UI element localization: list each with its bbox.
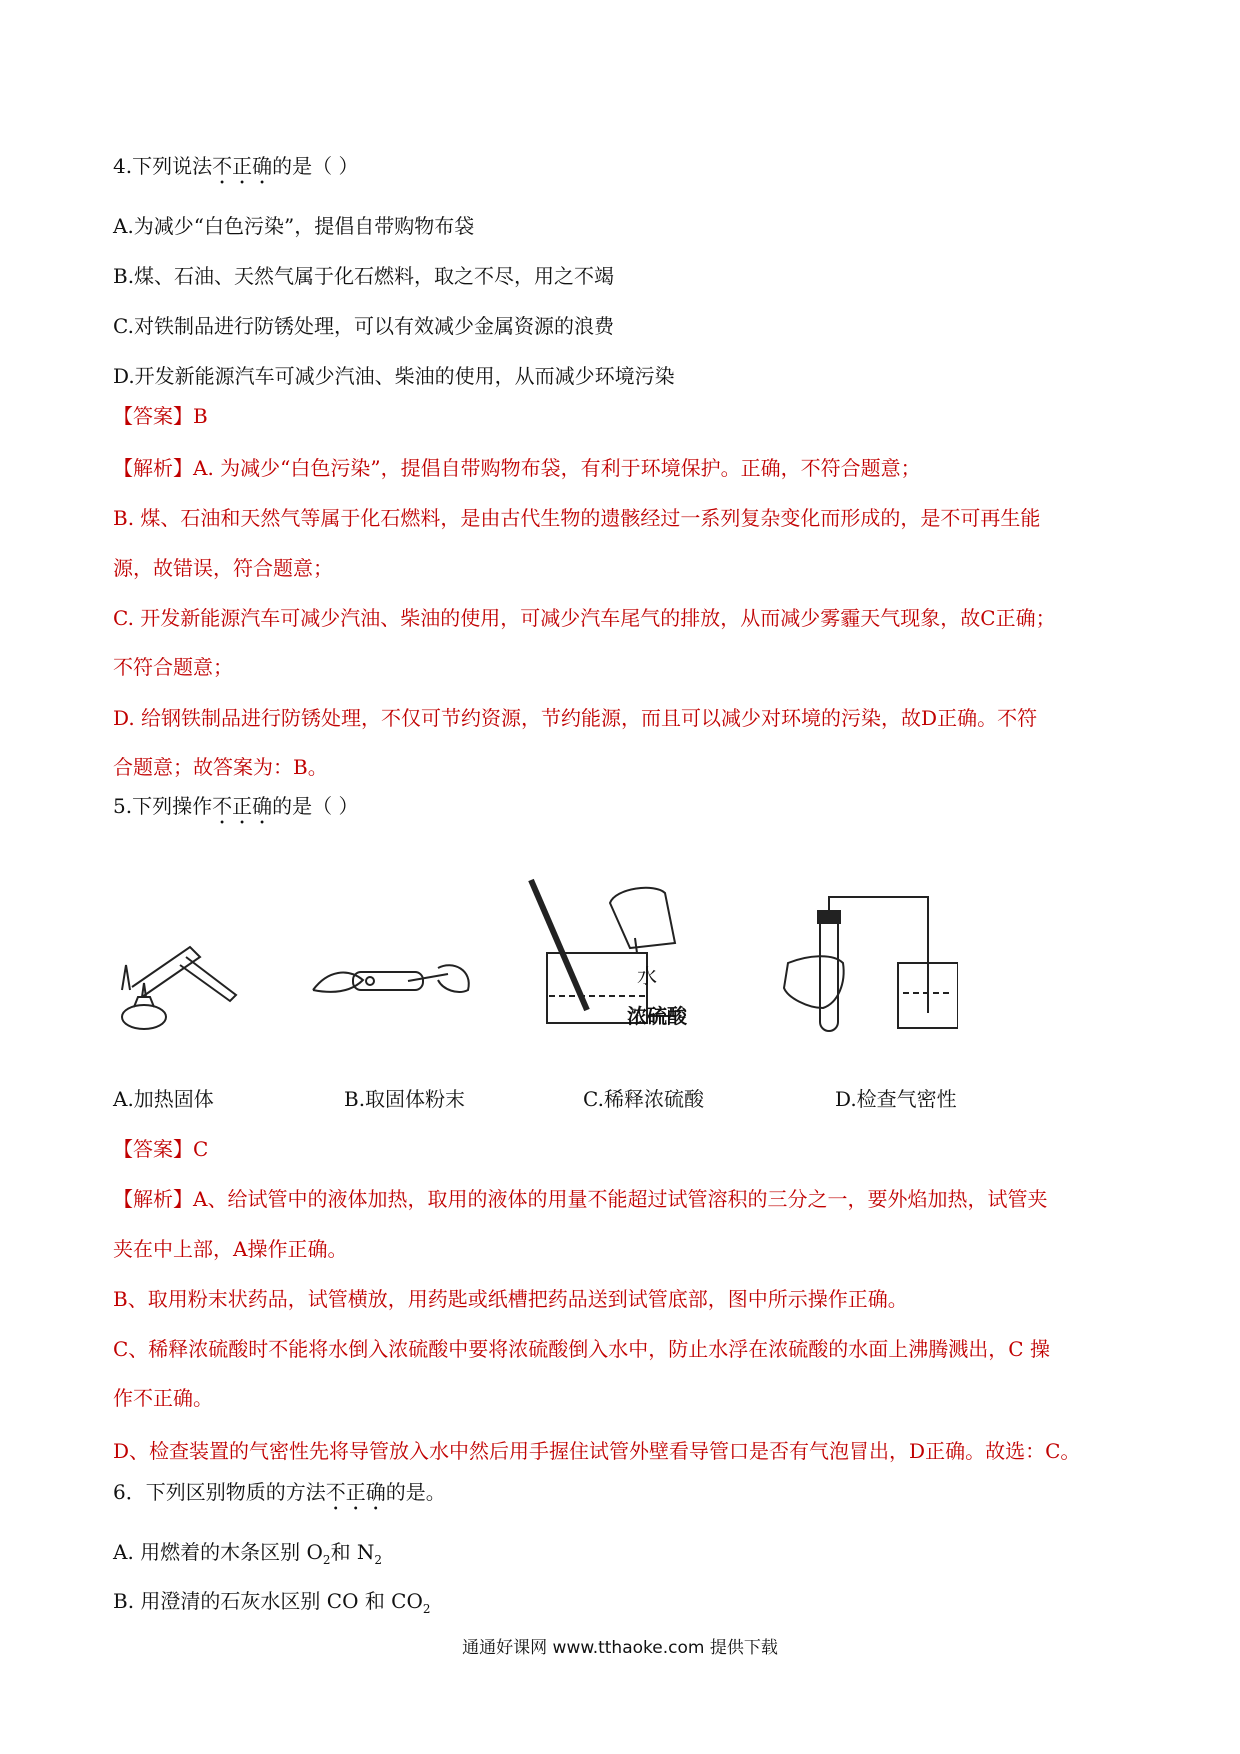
- heating-solid-figure: [112, 935, 252, 1035]
- q5-analysis-line: 【解析】A、给试管中的液体加热，取用的液体的用量不能超过试管溶积的三分之一，要外焰加热，试管夹: [113, 1187, 1048, 1211]
- q6-stem: 6．下列区别物质的方法不正确的是。: [113, 1480, 446, 1504]
- page-footer: 通通好课网 www.tthaoke.com 提供下载: [462, 1638, 778, 1658]
- q4-analysis-line: D. 给钢铁制品进行防锈处理，不仅可节约资源，节约能源，而且可以减少对环境的污染，故D正确。不符: [113, 706, 1038, 730]
- q5-caption-c: C.稀释浓硫酸: [583, 1087, 704, 1111]
- dilute-acid-figure: [525, 878, 705, 1028]
- q4-answer: 【答案】B: [113, 404, 208, 428]
- q6-option-a: A. 用燃着的木条区别 $O_2$和 $N_2$: [113, 1540, 383, 1567]
- q5-analysis-line: C、稀释浓硫酸时不能将水倒入浓硫酸中要将浓硫酸倒入水中，防止水浮在浓硫酸的水面上沸腾溅出，C 操: [113, 1337, 1050, 1361]
- q4-option-a: A.为减少“白色污染”，提倡自带购物布袋: [113, 214, 475, 238]
- q4-option-c: C.对铁制品进行防锈处理，可以有效减少金属资源的浪费: [113, 314, 614, 338]
- acid-label: 浓硫酸: [627, 1004, 687, 1028]
- q5-analysis-line: 作不正确。: [113, 1386, 213, 1410]
- q5-analysis-line: D、检查装置的气密性先将导管放入水中然后用手握住试管外壁看导管口是否有气泡冒出，D正确。故选：C。: [113, 1439, 1081, 1463]
- q5-analysis-line: 夹在中上部，A操作正确。: [113, 1237, 348, 1261]
- q5-analysis-line: B、取用粉末状药品，试管横放，用药匙或纸槽把药品送到试管底部，图中所示操作正确。: [113, 1287, 908, 1311]
- q5-stem: 5.下列操作不正确的是（ ）: [113, 794, 359, 818]
- q5-caption-d: D.检查气密性: [835, 1087, 957, 1111]
- q4-analysis-line: 不符合题意；: [113, 655, 233, 679]
- q4-analysis-line: C. 开发新能源汽车可减少汽油、柴油的使用，可减少汽车尾气的排放，从而减少雾霾天气现象，故C正确；: [113, 606, 1056, 630]
- q5-caption-b: B.取固体粉末: [344, 1087, 466, 1111]
- powder-figure: [308, 950, 478, 1010]
- q4-analysis-line: B. 煤、石油和天然气等属于化石燃料，是由古代生物的遗骸经过一系列复杂变化而形成的，是不可再生能: [113, 506, 1041, 530]
- water-label: 水: [637, 964, 657, 988]
- q4-option-d: D.开发新能源汽车可减少汽油、柴油的使用，从而减少环境污染: [113, 364, 675, 388]
- q4-option-b: B.煤、石油、天然气属于化石燃料，取之不尽，用之不竭: [113, 264, 615, 288]
- q5-answer: 【答案】C: [113, 1137, 209, 1161]
- q6-option-b: B. 用澄清的石灰水区别 CO 和 $CO_2$: [113, 1589, 431, 1616]
- airtightness-figure: [778, 893, 958, 1033]
- q5-caption-a: A.加热固体: [113, 1087, 214, 1111]
- q4-stem: 4.下列说法不正确的是（ ）: [113, 154, 359, 178]
- q4-analysis-line: 合题意；故答案为：B。: [113, 755, 328, 779]
- q4-analysis-line: 【解析】A. 为减少“白色污染”，提倡自带购物布袋，有利于环境保护。正确，不符合题意；: [113, 456, 921, 480]
- q4-analysis-line: 源，故错误，符合题意；: [113, 556, 333, 580]
